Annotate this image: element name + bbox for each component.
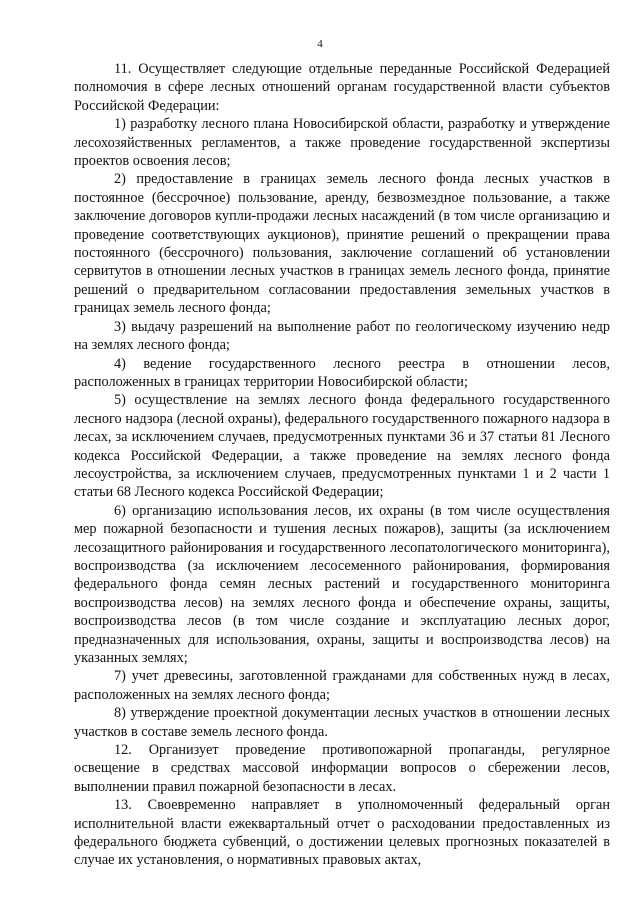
subitem-3: 3) выдачу разрешений на выполнение работ по геологическому изучению недр на землях лесного фонда; — [74, 318, 610, 354]
subitem-6: 6) организацию использования лесов, их охраны (в том числе осуществления мер пожарной безопасности и тушения лесных пожаров), защиты (за исключением лесозащитного районирования и государственного лесопатологического мониторинга), воспроизводства (за исключением лесосеменного районирования, формирования федерального фонда семян лесных растений и государственного мониторинга воспроизводства лесов) на землях лесного фонда и обеспечение охраны, защиты, воспроизводства лесов (в том числе создание и эксплуатацию лесных дорог, предназначенных для использования, охраны, защиты и воспроизводства лесов) на указанных землях; — [74, 502, 610, 666]
subitem-2: 2) предоставление в границах земель лесного фонда лесных участков в постоянное (бессрочное) пользование, аренду, безвозмездное пользование, а также заключение договоров купли-продажи лесных насаждений (в том числе организацию и проведение соответствующих аукционов), принятие решений о прекращении права постоянного (бессрочного) пользования, заключение соглашений об установлении сервитутов в отношении лесных участков в границах земель лесного фонда, принятие решений о предварительном согласовании предоставления земельных участков в границах земель лесного фонда; — [74, 171, 610, 317]
subitem-1: 1) разработку лесного плана Новосибирской области, разработку и утверждение лесохозяйственных регламентов, а также проведение государственной экспертизы проектов освоения лесов; — [74, 116, 610, 170]
document-body — [74, 60, 610, 870]
subitem-8: 8) утверждение проектной документации лесных участков в отношении лесных участков в составе земель лесного фонда. — [74, 705, 610, 740]
subitem-4: 4) ведение государственного лесного реестра в отношении лесов, расположенных в границах территории Новосибирской области; — [74, 355, 610, 390]
subitem-5: 5) осуществление на землях лесного фонда федерального государственного лесного надзора (лесной охраны), федерального государственного пожарного надзора в лесах, за исключением случаев, предусмотренных пунктами 36 и 37 статьи 81 Лесного кодекса Российской Федерации, а также проведение на землях лесного фонда лесоустройства, за исключением случаев, предусмотренных пунктами 1 и 2 части 1 статьи 68 Лесного кодекса Российской Федерации; — [74, 392, 610, 501]
subitem-7: 7) учет древесины, заготовленной гражданами для собственных нужд в лесах, расположенных на землях лесного фонда; — [74, 668, 610, 703]
paragraph-12: 12. Организует проведение противопожарной пропаганды, регулярное освещение в средствах массовой информации вопросов о сбережении лесов, выполнении правил пожарной безопасности в лесах. — [74, 742, 610, 795]
page-number: 4 — [317, 38, 323, 50]
paragraph-11: 11. Осуществляет следующие отдельные переданные Российской Федерацией полномочия в сфере лесных отношений органам государственной власти субъектов Российской Федерации: — [74, 61, 610, 114]
paragraph-13: 13. Своевременно направляет в уполномоченный федеральный орган исполнительной власти ежеквартальный отчет о расходовании предоставленных из федерального бюджета субвенций, о достижении целевых прогнозных показателей в случае их установления, о нормативных правовых актах, — [74, 797, 610, 869]
